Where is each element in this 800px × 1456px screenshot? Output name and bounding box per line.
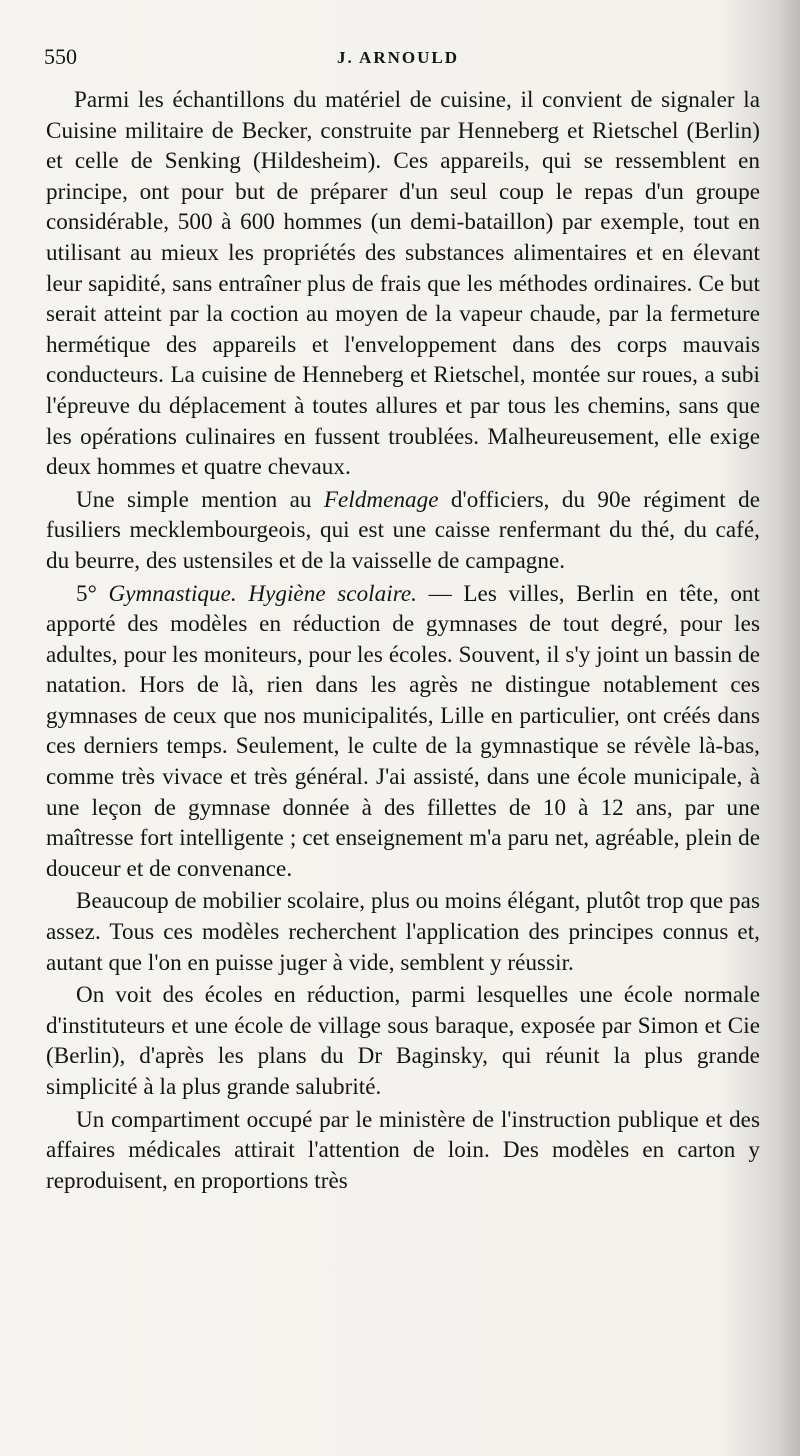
paragraph-text: Un compartiment occupé par le ministère de l'instruction publique et des affaires médicales attirait l'attention de loin. Des modèles en carton y reproduisent, en proportions très (46, 1105, 760, 1193)
paragraph-text-post: d'officiers, du 90e régiment de fusiliers mecklembourgeois, qui est une caisse renfermant du thé, du café, du beurre, des ustensiles et de la vaisselle de campagne. (46, 485, 760, 573)
running-title: J. ARNOULD (336, 48, 459, 67)
page-body (46, 84, 760, 1195)
section-heading-italic: Gymnastique. Hygiène scolaire. (108, 579, 418, 606)
paragraph-feldmenage (46, 484, 760, 576)
paragraph-italic-term: Feldmenage (323, 485, 439, 512)
paragraph-gymnastics (46, 578, 760, 884)
paragraph-schools-reduction (46, 979, 760, 1101)
paragraph-text-pre: Une simple mention au (76, 485, 324, 512)
paragraph-text: On voit des écoles en réduction, parmi lesquelles une école normale d'instituteurs et une école de village sous baraque, exposée par Simon et Cie (Berlin), d'après les plans du Dr Baginsky, qui réunit la plus grande simplicité à la plus grande salubrité. (46, 981, 760, 1099)
paragraph-text-post: — Les villes, Berlin en tête, ont apporté des modèles en réduction de gymnases de tout degré, pour les adultes, pour les moniteurs, pour les écoles. Souvent, il s'y joint un bassin de natation. Hors de là, rien dans les agrès ne distingue notablement ces gymnases de ceux que nos municipalités, Lille en particulier, ont créés dans ces derniers temps. Seulement, le culte de la gymnastique se révèle là-bas, comme très vivace et très général. J'ai assisté, dans une école municipale, à une leçon de gymnase donnée à des fillettes de 10 à 12 ans, par une maîtresse fort intelligente ; cet enseignement m'a paru net, agréable, plein de douceur et de convenance. (46, 579, 760, 881)
paragraph-text: Parmi les échantillons du matériel de cuisine, il convient de signaler la Cuisine militaire de Becker, construite par Henneberg et Rietschel (Berlin) et celle de Senking (Hildesheim). Ces appareils, qui se ressemblent en principe, ont pour but de préparer d'un seul coup le repas d'un groupe considérable, 500 à 600 hommes (un demi-bataillon) par exemple, tout en utilisant au mieux les propriétés des substances alimentaires et en élevant leur sapidité, sans entraîner plus de frais que les méthodes ordinaires. Ce but serait atteint par la coction au moyen de la vapeur chaude, par la fermeture hermétique des appareils et l'enveloppement dans des corps mauvais conducteurs. La cuisine de Henneberg et Rietschel, montée sur roues, a subi l'épreuve du déplacement à toutes allures et par tous les chemins, sans que les opérations culinaires en fussent troublées. Malheureusement, elle exige deux hommes et quatre chevaux. (46, 86, 760, 480)
page-number: 550 (44, 44, 77, 69)
paragraph-kitchen-equipment (46, 84, 760, 482)
paragraph-ministry (46, 1104, 760, 1196)
paragraph-school-furniture (46, 885, 760, 977)
paragraph-text: Beaucoup de mobilier scolaire, plus ou moins élégant, plutôt trop que pas assez. Tous ces modèles recherchent l'application des principes connus et, autant que l'on en puisse juger à vide, semblent y réussir. (46, 887, 760, 975)
paragraph-text-pre: 5° (76, 579, 109, 606)
page-header (44, 44, 752, 78)
